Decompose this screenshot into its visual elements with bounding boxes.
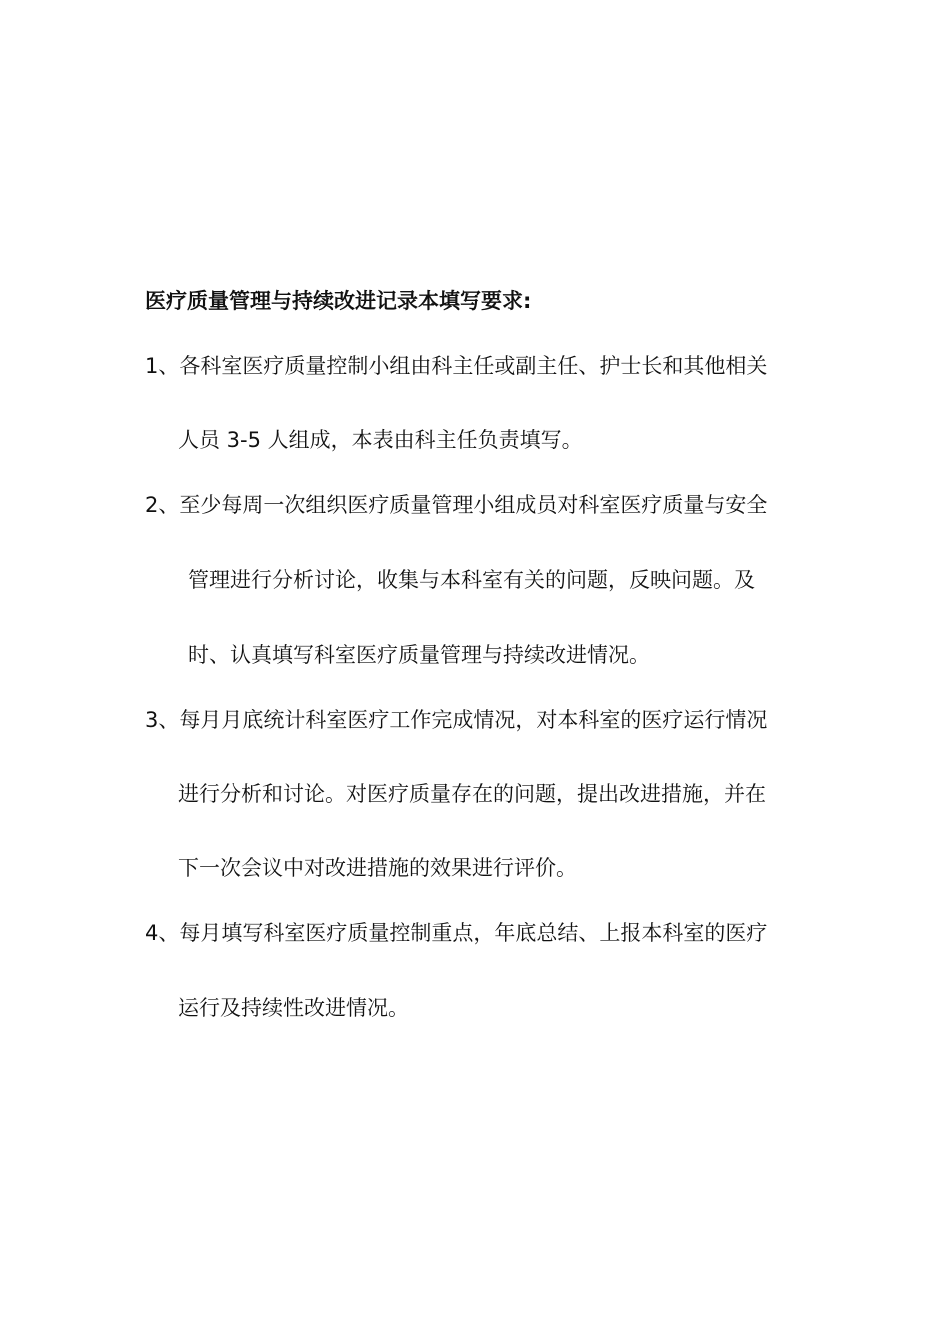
item-4-line-2: 运行及持续性改进情况。 [178, 996, 409, 1020]
item-3-line-1: 3、每月月底统计科室医疗工作完成情况，对本科室的医疗运行情况 [145, 708, 768, 732]
item-3-line-2: 进行分析和讨论。对医疗质量存在的问题，提出改进措施，并在 [178, 782, 766, 806]
item-4-line-1: 4、每月填写科室医疗质量控制重点，年底总结、上报本科室的医疗 [145, 921, 768, 945]
item-3-line-3: 下一次会议中对改进措施的效果进行评价。 [178, 856, 577, 880]
item-2-line-2: 管理进行分析讨论，收集与本科室有关的问题，反映问题。及 [188, 568, 755, 592]
item-1-line-1: 1、各科室医疗质量控制小组由科主任或副主任、护士长和其他相关 [145, 354, 768, 378]
item-2-line-3: 时、认真填写科室医疗质量管理与持续改进情况。 [188, 643, 650, 667]
item-1-line-2: 人员 3-5 人组成，本表由科主任负责填写。 [178, 428, 583, 452]
document-title: 医疗质量管理与持续改进记录本填写要求: [145, 289, 532, 313]
item-2-line-1: 2、至少每周一次组织医疗质量管理小组成员对科室医疗质量与安全 [145, 493, 768, 517]
